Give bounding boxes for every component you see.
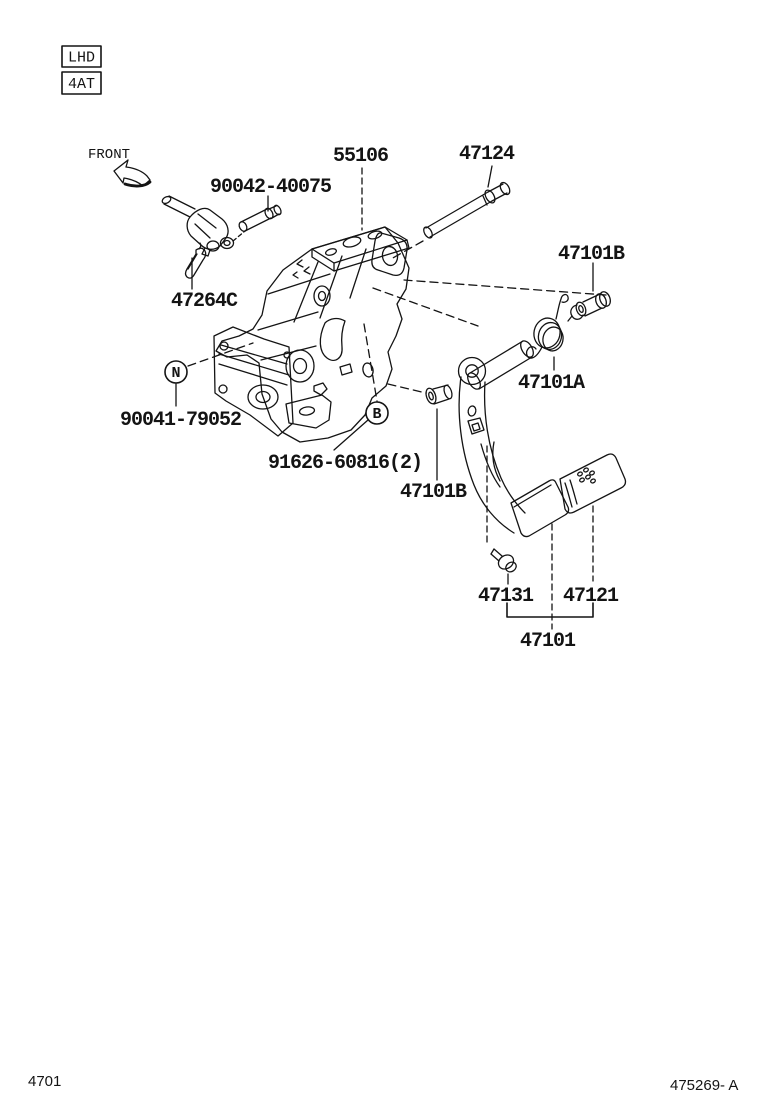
leader-47124 <box>488 166 492 187</box>
stopper-screw-47131 <box>491 549 518 584</box>
lhd-tag-label: LHD <box>67 49 96 67</box>
arm-stopper-plate <box>468 418 484 434</box>
callout-n-letter: N <box>171 365 181 382</box>
callout-n <box>165 361 187 406</box>
part-label-47101a: 47101A <box>518 372 585 395</box>
bracket-55106 <box>214 168 409 442</box>
part-label-90042-40075: 90042-40075 <box>210 176 332 199</box>
spring-hook-top <box>556 295 568 319</box>
part-label-47264c: 47264C <box>171 290 238 313</box>
part-label-47131: 47131 <box>478 585 534 608</box>
bracket-cutout <box>320 319 345 361</box>
pin-90042-40075 <box>238 196 283 233</box>
part-label-47101b-upper: 47101B <box>558 243 625 266</box>
footer-page-code: 4701 <box>28 1073 62 1090</box>
bushing-47101b-upper <box>568 263 612 321</box>
front-label: FRONT <box>88 147 131 163</box>
bracket-square-hole <box>340 364 352 375</box>
front-direction-indicator <box>88 147 150 186</box>
arm-pivot-boss <box>459 358 486 385</box>
part-label-47101: 47101 <box>520 630 576 653</box>
top-plate-hole <box>342 235 362 249</box>
footer-figure-code: 475269- A <box>670 1077 739 1094</box>
spring-47101a <box>527 295 569 370</box>
bolt-47124 <box>391 166 512 259</box>
part-label-90041-79052: 90041-79052 <box>120 409 242 432</box>
callout-b <box>334 402 388 450</box>
top-plate-hole <box>325 248 337 257</box>
part-label-47124: 47124 <box>459 143 515 166</box>
front-arrow-icon <box>114 160 150 186</box>
config-tag-boxes <box>62 46 101 94</box>
part-label-47121: 47121 <box>563 585 619 608</box>
clevis-assembly <box>161 195 245 256</box>
clevis-pin-axis-dash <box>233 231 245 241</box>
4at-tag-label: 4AT <box>67 76 96 93</box>
part-label-55106: 55106 <box>333 145 389 168</box>
callout-b-letter: B <box>372 406 382 423</box>
part-label-91626-60816: 91626-60816(2) <box>268 452 423 475</box>
bushing-47101b-lower <box>424 384 453 480</box>
clip-47264c <box>186 243 206 289</box>
part-label-47101b-lower: 47101B <box>400 481 467 504</box>
